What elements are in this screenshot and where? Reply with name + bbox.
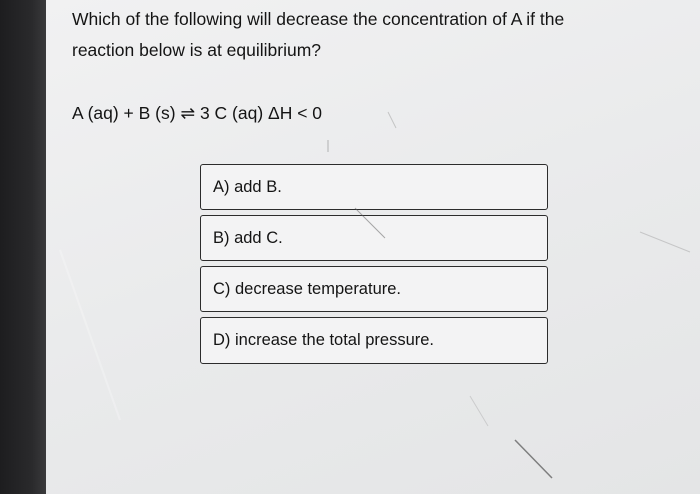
option-a-label: A) add B. [213,177,282,196]
answer-options [200,164,548,369]
question-line-2: reaction below is at equilibrium? [72,40,322,60]
option-b[interactable] [200,215,548,261]
question-text [72,4,662,66]
option-c-label: C) decrease temperature. [213,279,402,298]
screen-bezel [0,0,46,494]
option-b-label: B) add C. [213,228,283,247]
option-d[interactable] [200,317,548,364]
question-line-1: Which of the following will decrease the concentration of A if the [72,9,565,29]
reaction-equation: A (aq) + B (s) ⇌ 3 C (aq) ΔH < 0 [72,103,323,123]
option-c[interactable] [200,266,548,312]
option-d-label: D) increase the total pressure. [213,331,435,349]
option-a[interactable] [200,164,548,210]
